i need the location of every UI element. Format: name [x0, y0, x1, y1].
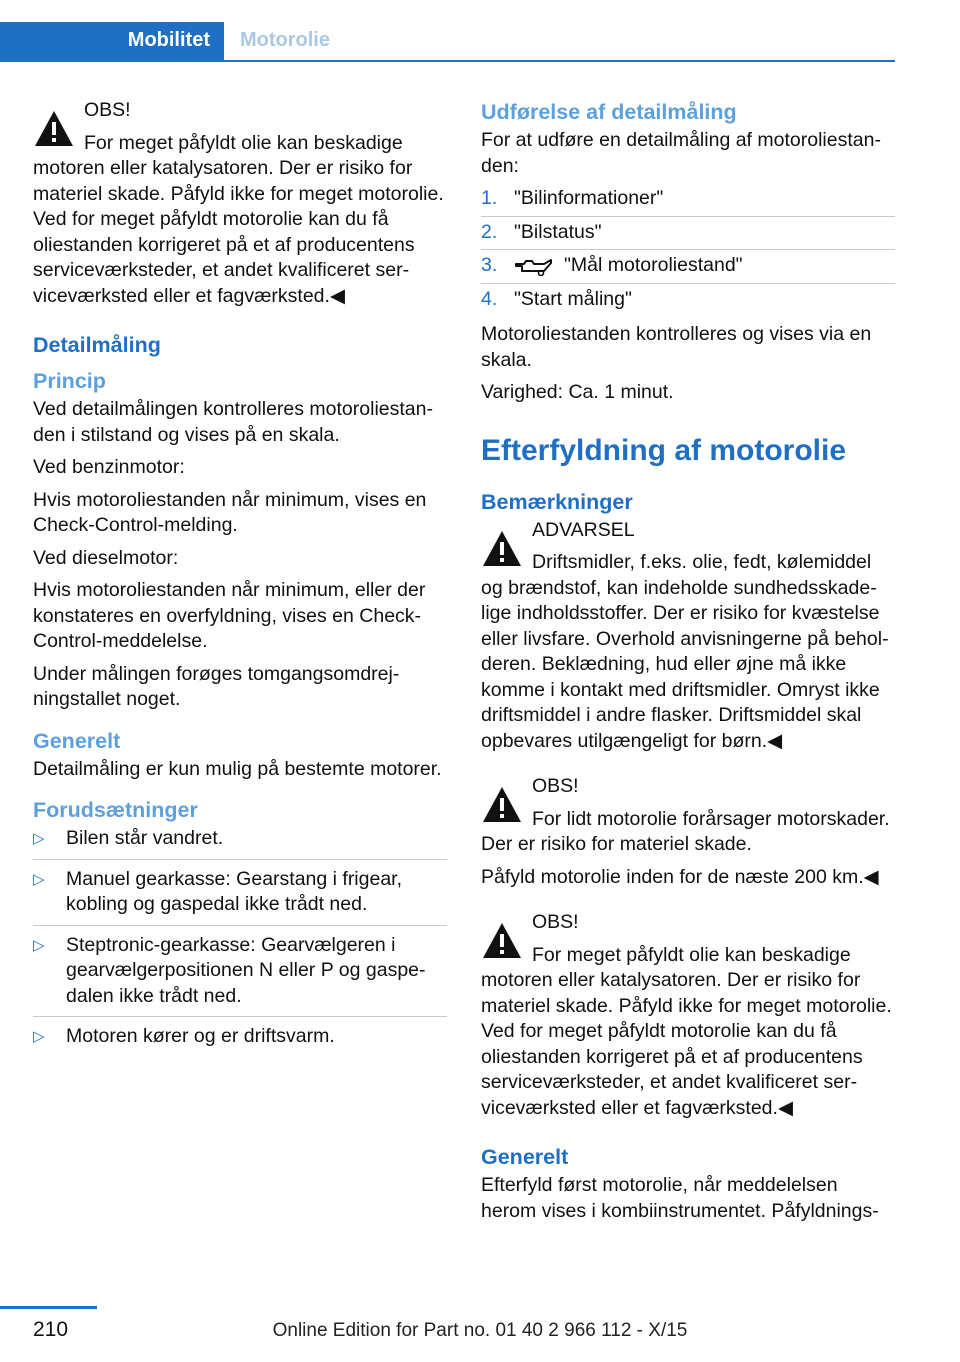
paragraph: Varighed: Ca. 1 minut.: [481, 381, 674, 403]
section-title-efterfyldning: Efterfyldning af motorolie: [481, 433, 847, 467]
step-item: [481, 253, 895, 284]
tab-motorolie[interactable]: Motorolie: [240, 29, 330, 51]
notice-obs-overfill: [33, 98, 447, 309]
list-item-text: Bilen står vandret.: [66, 827, 224, 849]
notice-advarsel: [481, 518, 895, 755]
step-number: 2.: [481, 220, 498, 243]
paragraph: Detailmåling er kun mulig på bestemte motorer.: [33, 757, 442, 780]
notice-text: For meget påfyldt olie kan beskadige motoren eller katalysatoren. Der er risiko for materiel skade. Påfyld ikke for meget motorolie. Ved for meget påfyldt motorolie kan du få oliestanden korrigeret på et af producentens serviceværksteder, et andet kvalificeret serviceværksted eller et fagværksted.◀: [481, 943, 892, 1119]
paragraph: Efterfyld først motorolie, når meddelelsen herom vises i kombiinstrumentet. Påfyldnings-: [481, 1174, 879, 1222]
step-item: [481, 220, 895, 251]
notice-text: Driftsmidler, f.eks. olie, fedt, kølemiddel og brændstof, kan indeholde sundhedsskadelige indholdsstoffer. Der er risiko for kvæstelse eller livsfare. Overhold anvisningerne på beholderen. Beklædning, hud eller øjne må ikke komme i kontakt med driftsmidler. Omryst ikke driftsmiddel i andre flasker. Driftsmiddel skal opbevares utilgængeligt for børn.◀: [481, 551, 889, 752]
left-column: [33, 98, 447, 1064]
right-column: [481, 98, 895, 1231]
step-list: [481, 186, 895, 316]
list-item: [33, 867, 447, 926]
list-item-text: Manuel gearkasse: Gearstang i frigear, kobling og gaspedal ikke trådt ned.: [66, 867, 403, 915]
notice-title: OBS!: [532, 911, 579, 933]
triangle-bullet-icon: ▷: [33, 830, 45, 847]
heading-forudsaetninger: Forudsætninger: [33, 798, 198, 822]
step-number: 1.: [481, 187, 498, 209]
heading-princip: Princip: [33, 369, 106, 393]
warning-icon: [481, 784, 523, 826]
page-header: [0, 0, 960, 64]
list-item-text: Steptronic-gearkasse: Gearvælgeren i gearvælgerpositionen N eller P og gaspedalen ikke trådt ned.: [66, 933, 426, 1007]
footer-divider: [0, 1306, 97, 1309]
notice-text: For meget påfyldt olie kan beskadige motoren eller katalysatoren. Der er risiko for materiel skade. Påfyld ikke for meget motorolie. Ved for meget påfyldt motorolie kan du få oliestanden korrigeret på et af producentens serviceværksteder, et andet kvalificeret serviceværksted eller et fagværksted.◀: [33, 131, 444, 307]
step-item: [481, 186, 895, 217]
step-text: "Bilstatus": [514, 220, 602, 243]
list-item: [33, 826, 447, 860]
notice-title: ADVARSEL: [532, 518, 635, 541]
edition-note: Online Edition for Part no. 01 40 2 966 112 - X/15: [272, 1320, 688, 1341]
step-text: "Mål motoroliestand": [564, 254, 743, 276]
paragraph: Motoroliestanden kontrolleres og vises via en skala.: [481, 323, 872, 371]
paragraph: Ved detailmålingen kontrolleres motoroliestanden i stilstand og vises på en skala.: [33, 398, 433, 446]
paragraph: Hvis motoroliestanden når minimum, eller der konstateres en overfyldning, vises en Check-Control-meddelelse.: [33, 579, 426, 652]
page-number: 210: [33, 1318, 69, 1341]
oil-can-icon: [514, 256, 554, 276]
notice-text: For lidt motorolie forårsager motorskader. Der er risiko for materiel skade.: [481, 807, 890, 855]
paragraph: Hvis motoroliestanden når minimum, vises en Check-Control-melding.: [33, 488, 427, 536]
paragraph: Påfyld motorolie inden for de næste 200 km.◀: [481, 865, 879, 888]
paragraph: Under målingen forøges tomgangsomdrejningstallet noget.: [33, 662, 400, 710]
triangle-bullet-icon: ▷: [33, 936, 45, 954]
step-number: 3.: [481, 254, 498, 276]
warning-icon: [481, 920, 523, 962]
warning-icon: [33, 108, 75, 150]
list-item: [33, 1024, 447, 1057]
section-title-detailmaaling: Detailmåling: [33, 333, 161, 357]
paragraph: For at udføre en detailmåling af motoroliestanden:: [481, 129, 881, 177]
warning-icon: [481, 528, 523, 570]
notice-title: OBS!: [532, 775, 579, 797]
notice-obs-overfill: [481, 910, 895, 1121]
heading-generelt-right: Generelt: [481, 1145, 569, 1169]
tab-mobilitet[interactable]: Mobilitet: [127, 29, 210, 51]
step-item: [481, 287, 895, 317]
step-text: "Bilinformationer": [514, 187, 664, 209]
list-item: [33, 933, 447, 1018]
notice-title: OBS!: [84, 99, 131, 121]
prerequisite-list: [33, 826, 447, 1057]
heading-generelt: Generelt: [33, 728, 121, 753]
heading-bemaerkninger: Bemærkninger: [481, 489, 633, 514]
triangle-bullet-icon: ▷: [33, 1028, 45, 1045]
step-text: "Start måling": [514, 287, 632, 310]
notice-obs-underfill: [481, 774, 895, 858]
list-item-text: Motoren kører og er driftsvarm.: [66, 1025, 335, 1047]
triangle-bullet-icon: ▷: [33, 870, 45, 888]
header-divider: [0, 60, 895, 62]
step-number: 4.: [481, 287, 498, 310]
paragraph: Ved benzinmotor:: [33, 456, 185, 478]
paragraph: Ved dieselmotor:: [33, 546, 179, 569]
heading-udfoerelse: Udførelse af detailmåling: [481, 100, 737, 124]
